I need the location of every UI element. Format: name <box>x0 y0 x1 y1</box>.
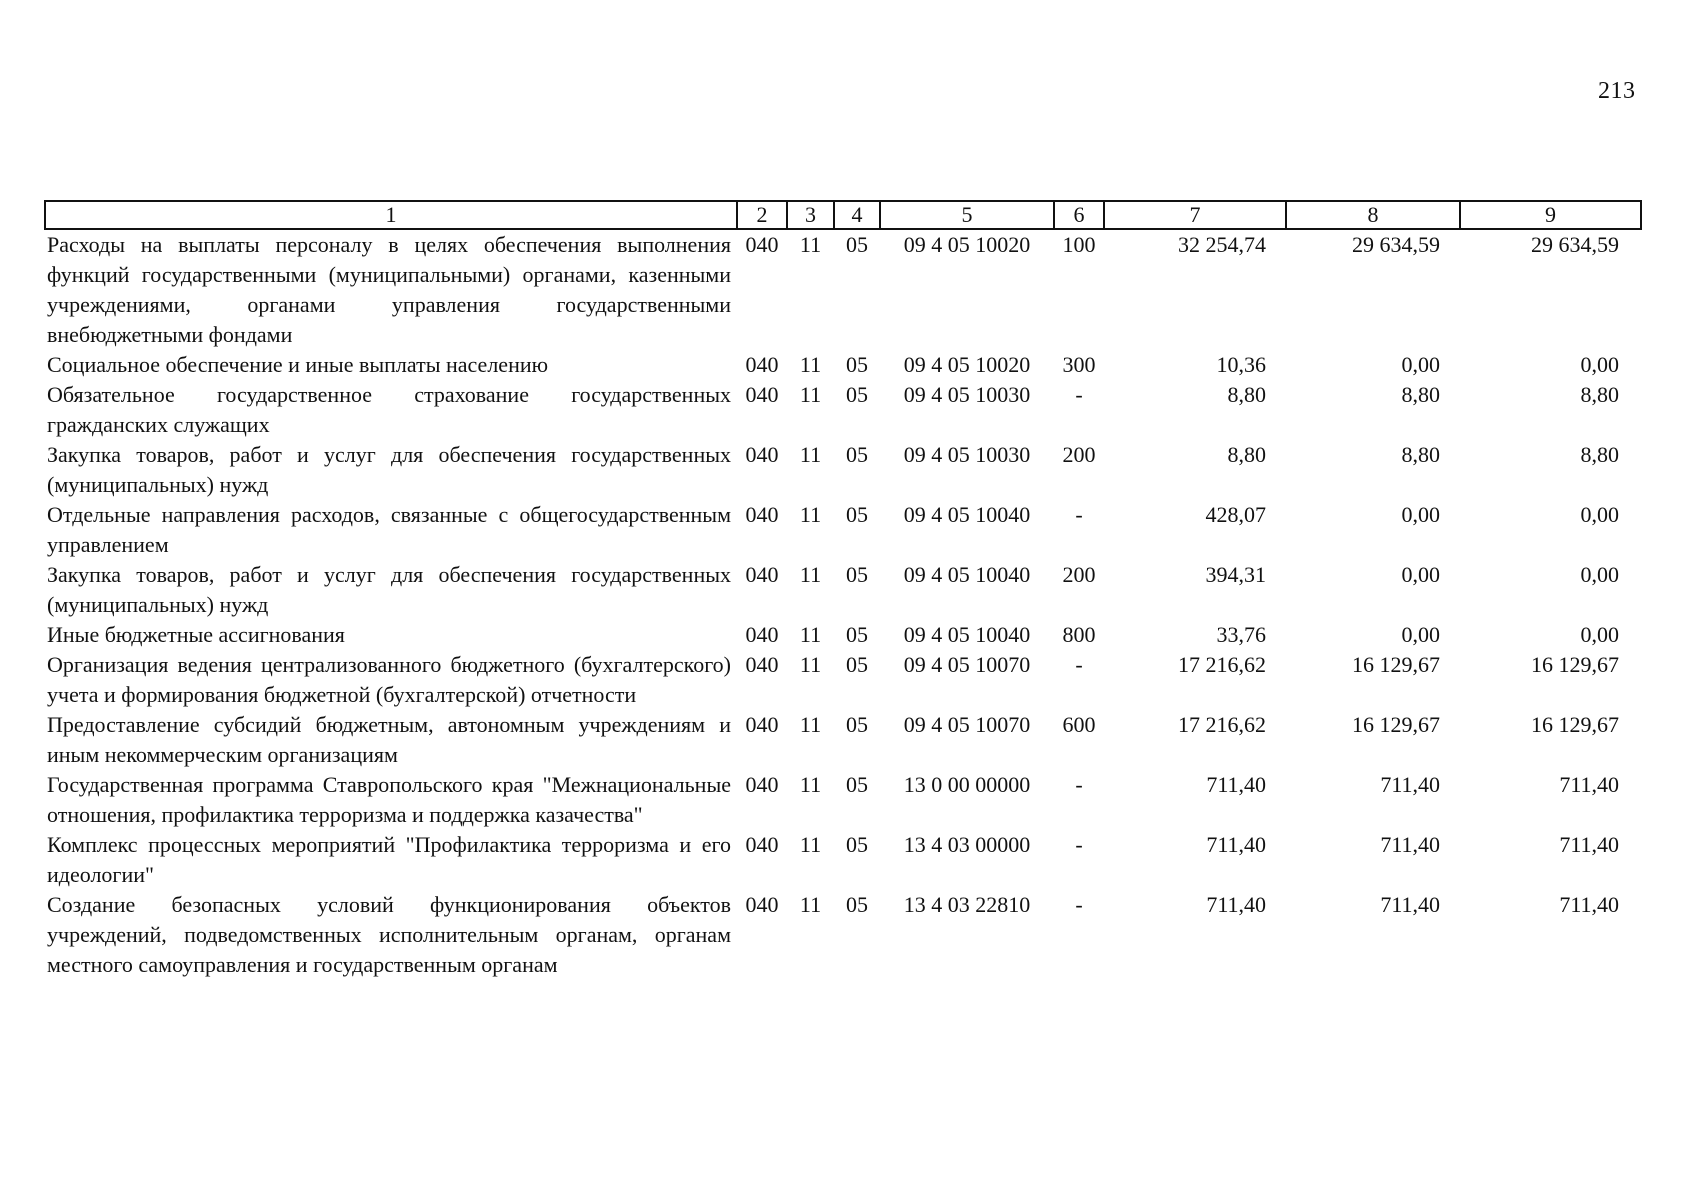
row-rz-cell: 11 <box>799 502 822 527</box>
row-kcsr-cell: 09 4 05 10020 <box>903 232 1031 257</box>
row-grbs-cell: 040 <box>745 832 779 857</box>
row-amount-year1-cell: 394,31 <box>1205 562 1266 587</box>
row-vr-cell: - <box>1075 502 1083 527</box>
row-name-cell: Комплекс процессных мероприятий "Профилактика терроризма и его идеологии" <box>47 832 731 887</box>
row-amount-year1-cell: 17 216,62 <box>1178 712 1266 737</box>
row-pr-cell: 05 <box>846 232 868 257</box>
table-row <box>45 770 1641 830</box>
row-amount-year2-cell: 711,40 <box>1380 772 1440 797</box>
row-rz-cell: 11 <box>799 832 822 857</box>
row-amount-year1-cell: 711,40 <box>1206 892 1266 917</box>
row-kcsr-cell: 13 4 03 22810 <box>903 892 1031 917</box>
row-pr-cell: 05 <box>846 352 868 377</box>
row-amount-year3-cell: 8,80 <box>1580 442 1619 467</box>
row-vr-cell: - <box>1075 382 1083 407</box>
row-amount-year2-cell: 711,40 <box>1380 892 1440 917</box>
table-row <box>45 560 1641 620</box>
row-amount-year3-cell: 711,40 <box>1559 772 1619 797</box>
row-amount-year1-cell: 428,07 <box>1205 502 1266 527</box>
row-vr-cell: 300 <box>1062 352 1096 377</box>
row-name-cell: Иные бюджетные ассигнования <box>47 622 345 647</box>
row-amount-year1-cell: 8,80 <box>1227 442 1266 467</box>
table-row <box>45 620 1641 650</box>
row-name-cell: Предоставление субсидий бюджетным, автономным учреждениям и иным некоммерческим организациям <box>47 712 731 767</box>
row-grbs-cell: 040 <box>745 892 779 917</box>
row-grbs-cell: 040 <box>745 772 779 797</box>
row-grbs-cell: 040 <box>745 712 779 737</box>
row-amount-year3-cell: 16 129,67 <box>1531 652 1619 677</box>
row-amount-year2-cell: 0,00 <box>1401 352 1440 377</box>
row-pr-cell: 05 <box>846 562 868 587</box>
row-rz-cell: 11 <box>799 622 822 647</box>
row-amount-year1-cell: 711,40 <box>1206 772 1266 797</box>
row-kcsr-cell: 09 4 05 10020 <box>903 352 1031 377</box>
header-col-kcsr: 5 <box>880 201 1054 229</box>
table-body <box>45 229 1641 980</box>
row-name-cell: Социальное обеспечение и иные выплаты населению <box>47 352 549 377</box>
table-row <box>45 710 1641 770</box>
header-col-name: 1 <box>45 201 737 229</box>
row-rz-cell: 11 <box>799 382 822 407</box>
row-vr-cell: - <box>1075 832 1083 857</box>
row-rz-cell: 11 <box>799 652 822 677</box>
row-name-cell: Закупка товаров, работ и услуг для обеспечения государственных (муниципальных) нужд <box>47 442 731 497</box>
row-kcsr-cell: 09 4 05 10040 <box>903 502 1031 527</box>
row-name-cell: Организация ведения централизованного бюджетного (бухгалтерского) учета и формирования бюджетной (бухгалтерской) отчетности <box>47 652 731 707</box>
header-row <box>45 201 1641 229</box>
row-grbs-cell: 040 <box>745 622 779 647</box>
row-kcsr-cell: 09 4 05 10070 <box>903 652 1031 677</box>
row-grbs-cell: 040 <box>745 382 779 407</box>
row-name-cell: Государственная программа Ставропольского края "Межнациональные отношения, профилактика терроризма и поддержка казачества" <box>47 772 731 827</box>
row-amount-year2-cell: 0,00 <box>1401 622 1440 647</box>
table-row <box>45 229 1641 350</box>
row-amount-year2-cell: 0,00 <box>1401 502 1440 527</box>
row-amount-year3-cell: 711,40 <box>1559 892 1619 917</box>
row-amount-year2-cell: 29 634,59 <box>1352 232 1440 257</box>
row-amount-year1-cell: 711,40 <box>1206 832 1266 857</box>
budget-table <box>44 200 1642 980</box>
row-name-cell: Обязательное государственное страхование государственных гражданских служащих <box>47 382 731 437</box>
row-amount-year1-cell: 32 254,74 <box>1178 232 1266 257</box>
row-amount-year2-cell: 711,40 <box>1380 832 1440 857</box>
row-amount-year1-cell: 33,76 <box>1216 622 1266 647</box>
row-pr-cell: 05 <box>846 622 868 647</box>
header-col-year1: 7 <box>1104 201 1286 229</box>
row-name-cell: Создание безопасных условий функционирования объектов учреждений, подведомственных исполнительным органам, органам местного самоуправления и государственным органам <box>47 892 731 977</box>
row-kcsr-cell: 13 4 03 00000 <box>903 832 1031 857</box>
row-rz-cell: 11 <box>799 352 822 377</box>
header-col-grbs: 2 <box>737 201 787 229</box>
row-kcsr-cell: 09 4 05 10040 <box>903 562 1031 587</box>
row-pr-cell: 05 <box>846 772 868 797</box>
row-amount-year3-cell: 0,00 <box>1580 622 1619 647</box>
table-row <box>45 440 1641 500</box>
row-grbs-cell: 040 <box>745 352 779 377</box>
header-col-vr: 6 <box>1054 201 1104 229</box>
row-pr-cell: 05 <box>846 502 868 527</box>
row-vr-cell: 100 <box>1062 232 1096 257</box>
row-amount-year1-cell: 10,36 <box>1216 352 1266 377</box>
row-vr-cell: - <box>1075 772 1083 797</box>
row-amount-year3-cell: 29 634,59 <box>1531 232 1619 257</box>
row-amount-year2-cell: 0,00 <box>1401 562 1440 587</box>
row-kcsr-cell: 09 4 05 10030 <box>903 442 1031 467</box>
row-vr-cell: 800 <box>1062 622 1096 647</box>
row-kcsr-cell: 09 4 05 10040 <box>903 622 1031 647</box>
header-col-pr: 4 <box>834 201 880 229</box>
row-amount-year2-cell: 16 129,67 <box>1352 652 1440 677</box>
row-rz-cell: 11 <box>799 232 822 257</box>
row-pr-cell: 05 <box>846 832 868 857</box>
row-pr-cell: 05 <box>846 892 868 917</box>
row-amount-year3-cell: 8,80 <box>1580 382 1619 407</box>
table-row <box>45 650 1641 710</box>
row-grbs-cell: 040 <box>745 502 779 527</box>
row-rz-cell: 11 <box>799 442 822 467</box>
row-pr-cell: 05 <box>846 382 868 407</box>
row-rz-cell: 11 <box>799 712 822 737</box>
row-pr-cell: 05 <box>846 442 868 467</box>
row-name-cell: Отдельные направления расходов, связанные с общегосударственным управлением <box>47 502 731 557</box>
row-amount-year1-cell: 8,80 <box>1227 382 1266 407</box>
header-col-year2: 8 <box>1286 201 1460 229</box>
row-pr-cell: 05 <box>846 712 868 737</box>
table-row <box>45 350 1641 380</box>
row-amount-year3-cell: 0,00 <box>1580 502 1619 527</box>
row-grbs-cell: 040 <box>745 652 779 677</box>
row-vr-cell: - <box>1075 652 1083 677</box>
row-amount-year2-cell: 16 129,67 <box>1352 712 1440 737</box>
row-vr-cell: 200 <box>1062 442 1096 467</box>
row-kcsr-cell: 09 4 05 10070 <box>903 712 1031 737</box>
row-rz-cell: 11 <box>799 892 822 917</box>
row-amount-year3-cell: 0,00 <box>1580 352 1619 377</box>
row-name-cell: Закупка товаров, работ и услуг для обеспечения государственных (муниципальных) нужд <box>47 562 731 617</box>
table-header <box>45 201 1641 229</box>
row-vr-cell: - <box>1075 892 1083 917</box>
row-grbs-cell: 040 <box>745 232 779 257</box>
row-kcsr-cell: 09 4 05 10030 <box>903 382 1031 407</box>
header-col-year3: 9 <box>1460 201 1641 229</box>
row-grbs-cell: 040 <box>745 562 779 587</box>
row-amount-year3-cell: 711,40 <box>1559 832 1619 857</box>
row-amount-year2-cell: 8,80 <box>1401 382 1440 407</box>
row-amount-year2-cell: 8,80 <box>1401 442 1440 467</box>
row-name-cell: Расходы на выплаты персоналу в целях обеспечения выполнения функций государственными (муниципальными) органами, казенными учреждениями, органами управления государственными внебюджетными фондами <box>47 232 731 347</box>
row-rz-cell: 11 <box>799 772 822 797</box>
row-amount-year3-cell: 16 129,67 <box>1531 712 1619 737</box>
row-kcsr-cell: 13 0 00 00000 <box>903 772 1031 797</box>
table-row <box>45 830 1641 890</box>
row-amount-year1-cell: 17 216,62 <box>1178 652 1266 677</box>
table-row <box>45 500 1641 560</box>
table-row <box>45 380 1641 440</box>
page-number: 213 <box>1598 78 1636 104</box>
row-rz-cell: 11 <box>799 562 822 587</box>
table-row <box>45 890 1641 980</box>
row-vr-cell: 600 <box>1062 712 1096 737</box>
row-grbs-cell: 040 <box>745 442 779 467</box>
row-pr-cell: 05 <box>846 652 868 677</box>
header-col-rz: 3 <box>787 201 834 229</box>
row-amount-year3-cell: 0,00 <box>1580 562 1619 587</box>
row-vr-cell: 200 <box>1062 562 1096 587</box>
